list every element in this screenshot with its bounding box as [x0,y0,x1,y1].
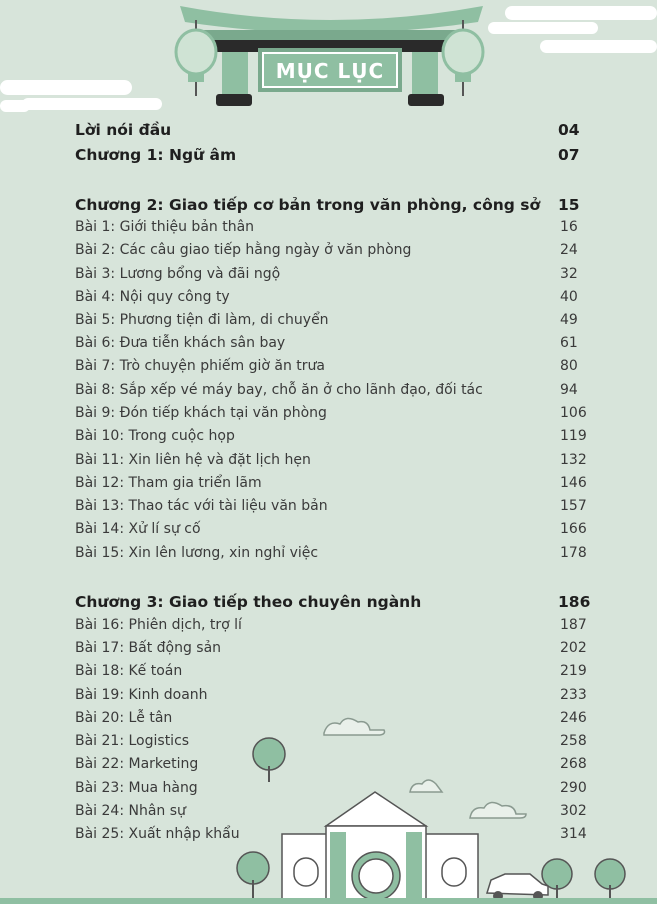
toc-page-number: 24 [560,242,578,258]
toc-entry-row[interactable] [75,428,590,444]
toc-page-number: 146 [560,475,587,491]
toc-page-number: 32 [560,266,578,282]
toc-entry-row[interactable] [75,358,590,374]
toc-label: Bài 25: Xuất nhập khẩu [75,826,240,842]
toc-page-number: 178 [560,545,587,561]
toc-page-number: 94 [560,382,578,398]
toc-label: Bài 15: Xin lên lương, xin nghỉ việc [75,545,319,561]
toc-page-number: 04 [558,121,580,139]
toc-entry-row[interactable] [75,475,590,491]
toc-label: Bài 22: Marketing [75,756,199,772]
toc-page-number: 49 [560,312,578,328]
toc-label: Bài 21: Logistics [75,733,190,749]
toc-entry-row[interactable] [75,242,590,258]
toc-page-number: 219 [560,663,587,679]
toc-label: Bài 20: Lễ tân [75,710,173,726]
toc-entry-row[interactable] [75,663,590,679]
cloud-left [0,80,162,112]
toc-entry-row[interactable] [75,826,590,842]
toc-entry-row[interactable] [75,803,590,819]
tree-icon [237,852,269,900]
toc-label: Bài 9: Đón tiếp khách tại văn phòng [75,405,327,421]
toc-label: Bài 1: Giới thiệu bản thân [75,219,255,235]
toc-entry-row[interactable] [75,219,590,235]
tree-icon [542,859,572,900]
toc-page-number: 15 [558,196,580,214]
toc-heading-row[interactable] [75,121,590,139]
toc-entry-row[interactable] [75,687,590,703]
toc-page-number: 166 [560,521,587,537]
toc-page-number: 80 [560,358,578,374]
toc-page-number: 07 [558,146,580,164]
toc-page-number: 258 [560,733,587,749]
toc-page-number: 40 [560,289,578,305]
toc-entry-row[interactable] [75,617,590,633]
toc-label: Bài 12: Tham gia triển lãm [75,475,262,491]
toc-label: Bài 24: Nhân sự [75,803,186,819]
toc-label: Chương 1: Ngữ âm [75,146,237,164]
toc-label: Bài 23: Mua hàng [75,780,198,796]
toc-label: Bài 5: Phương tiện đi làm, di chuyển [75,312,329,328]
toc-entry-row[interactable] [75,640,590,656]
toc-label: Chương 2: Giao tiếp cơ bản trong văn phòng, công sở [75,196,541,214]
toc-label: Bài 13: Thao tác với tài liệu văn bản [75,498,328,514]
toc-entry-row[interactable] [75,756,590,772]
toc-label: Bài 6: Đưa tiễn khách sân bay [75,335,286,351]
toc-label: Bài 4: Nội quy công ty [75,289,230,305]
toc-page-number: 233 [560,687,587,703]
toc-entry-row[interactable] [75,521,590,537]
toc-entry-row[interactable] [75,733,590,749]
toc-page-number: 61 [560,335,578,351]
toc-label: Bài 3: Lương bổng và đãi ngộ [75,266,281,282]
toc-entry-row[interactable] [75,405,590,421]
toc-page-number: 186 [558,593,591,611]
toc-label: Chương 3: Giao tiếp theo chuyên ngành [75,593,422,611]
toc-entry-row[interactable] [75,312,590,328]
toc-label: Bài 17: Bất động sản [75,640,222,656]
toc-label: Bài 19: Kinh doanh [75,687,208,703]
toc-page-number: 119 [560,428,587,444]
toc-label: Bài 11: Xin liên hệ và đặt lịch hẹn [75,452,311,468]
toc-entry-row[interactable] [75,266,590,282]
toc-page-number: 302 [560,803,587,819]
toc-page-number: 290 [560,780,587,796]
toc-entry-row[interactable] [75,382,590,398]
gate-roof [180,6,483,33]
toc-label: Bài 14: Xử lí sự cố [75,521,201,537]
toc-heading-row[interactable] [75,146,590,164]
toc-label: Bài 16: Phiên dịch, trợ lí [75,617,242,633]
toc-label: Bài 10: Trong cuộc họp [75,428,235,444]
toc-page-number: 106 [560,405,587,421]
toc-page-number: 246 [560,710,587,726]
cloud-top-right [488,6,657,53]
page-title: MỤC LỤC [275,59,385,83]
toc-entry-row[interactable] [75,498,590,514]
toc-entry-row[interactable] [75,780,590,796]
toc-page-number: 187 [560,617,587,633]
toc-entry-row[interactable] [75,335,590,351]
toc-page-number: 16 [560,219,578,235]
tree-icon [595,859,625,900]
toc-page-number: 157 [560,498,587,514]
car-icon [487,874,548,901]
toc-entry-row[interactable] [75,710,590,726]
toc-page-number: 202 [560,640,587,656]
toc-entry-row[interactable] [75,545,590,561]
toc-label: Bài 2: Các câu giao tiếp hằng ngày ở văn phòng [75,242,412,258]
toc-page-number: 314 [560,826,587,842]
toc-label: Bài 18: Kế toán [75,663,183,679]
toc-heading-row[interactable] [75,593,590,611]
toc-heading-row[interactable] [75,196,590,214]
toc-page-number: 132 [560,452,587,468]
toc-label: Lời nói đầu [75,121,172,139]
toc-page-number: 268 [560,756,587,772]
toc-entry-row[interactable] [75,289,590,305]
toc-entry-row[interactable] [75,452,590,468]
toc-label: Bài 7: Trò chuyện phiếm giờ ăn trưa [75,358,325,374]
toc-label: Bài 8: Sắp xếp vé máy bay, chỗ ăn ở cho lãnh đạo, đối tác [75,382,483,398]
